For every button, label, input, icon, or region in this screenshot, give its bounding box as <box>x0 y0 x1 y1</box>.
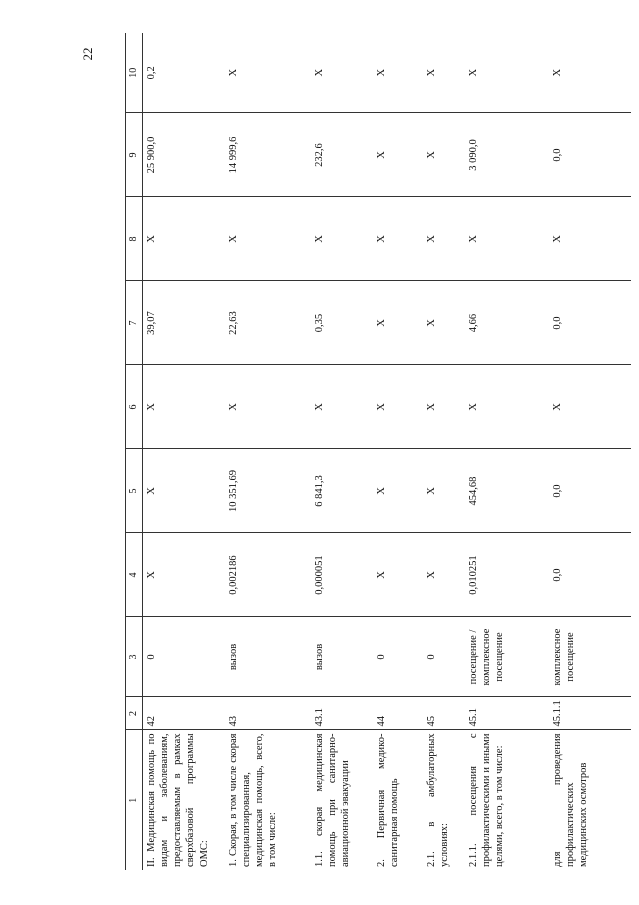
row-cell: X <box>549 33 631 113</box>
row-name: 2.1.1. посещения с профилактическими и иными целями, всего, в том числе: <box>467 733 505 867</box>
row-code: 45.1.1 <box>549 697 631 730</box>
row-cell: 454,68 <box>465 449 549 533</box>
row-name: 2.1. в амбулаторных условиях: <box>425 733 450 867</box>
row-name: 1. Скорая, в том числе скорая специализированная, медицинская помощь, всего, в том числе: <box>227 733 278 867</box>
row-cell: 0,0 <box>549 449 631 533</box>
row-name: II. Медицинская помощь по видам и заболеваниям, предоставляемым в рамках сверхбазовой программы ОМС: <box>146 733 210 867</box>
column-header: 6 <box>126 365 143 449</box>
row-code: 43.1 <box>311 697 373 730</box>
row-unit: вызов <box>225 617 311 697</box>
row-code: 42 <box>143 697 225 730</box>
row-unit: 0 <box>423 617 465 697</box>
column-header: 7 <box>126 281 143 365</box>
column-header: 5 <box>126 449 143 533</box>
row-cell: X <box>423 281 465 365</box>
table-row <box>549 33 631 870</box>
row-cell: X <box>549 365 631 449</box>
row-cell: X <box>423 197 465 281</box>
row-code: 45 <box>423 697 465 730</box>
row-cell: X <box>373 197 423 281</box>
row-cell: 0,2 <box>143 33 225 113</box>
row-cell: X <box>549 197 631 281</box>
row-cell: X <box>143 533 225 617</box>
row-cell: 0,0 <box>549 113 631 197</box>
column-header: 2 <box>126 697 143 730</box>
row-unit: комплексное посещение <box>549 617 631 697</box>
table-row <box>143 33 225 870</box>
row-cell: 0,002186 <box>225 533 311 617</box>
row-cell: X <box>373 113 423 197</box>
row-cell: X <box>465 365 549 449</box>
row-cell: 22,63 <box>225 281 311 365</box>
row-cell: 6 841,3 <box>311 449 373 533</box>
row-cell: 0,0 <box>549 281 631 365</box>
table-row <box>423 33 465 870</box>
row-cell: X <box>423 365 465 449</box>
row-code: 43 <box>225 697 311 730</box>
column-header: 4 <box>126 533 143 617</box>
row-unit: посещение / комплексное посещение <box>465 617 549 697</box>
column-header: 1 <box>126 730 143 870</box>
row-name: для проведения профилактических медицинских осмотров <box>551 733 589 867</box>
row-cell: X <box>225 365 311 449</box>
row-cell: 3 090,0 <box>465 113 549 197</box>
column-header: 9 <box>126 113 143 197</box>
row-cell: X <box>143 365 225 449</box>
row-cell: X <box>225 197 311 281</box>
column-header: 3 <box>126 617 143 697</box>
row-cell: X <box>373 533 423 617</box>
table-row <box>225 33 311 870</box>
row-cell: X <box>423 533 465 617</box>
row-cell: X <box>373 281 423 365</box>
column-number-row <box>126 33 143 870</box>
row-cell: X <box>423 449 465 533</box>
row-cell: X <box>423 113 465 197</box>
row-cell: X <box>311 197 373 281</box>
column-header: 10 <box>126 33 143 113</box>
row-cell: X <box>311 365 373 449</box>
row-cell: X <box>465 197 549 281</box>
row-name: 2. Первичная медико-санитарная помощь <box>375 733 400 867</box>
column-header: 8 <box>126 197 143 281</box>
table-row <box>311 33 373 870</box>
row-cell: 0,0 <box>549 533 631 617</box>
row-name: 1.1. скорая медицинская помощь при санитарно-авиационной эвакуации <box>313 733 351 867</box>
row-cell: X <box>311 33 373 113</box>
row-unit: 0 <box>373 617 423 697</box>
row-cell: 39,07 <box>143 281 225 365</box>
row-cell: 0,35 <box>311 281 373 365</box>
table-row <box>373 33 423 870</box>
row-unit: вызов <box>311 617 373 697</box>
row-cell: 25 900,0 <box>143 113 225 197</box>
row-code: 44 <box>373 697 423 730</box>
row-cell: 232,6 <box>311 113 373 197</box>
medical-care-table <box>125 33 631 870</box>
row-cell: X <box>423 33 465 113</box>
row-cell: 0,010251 <box>465 533 549 617</box>
row-cell: 14 999,6 <box>225 113 311 197</box>
page-number: 22 <box>80 47 95 61</box>
row-cell: X <box>373 365 423 449</box>
row-cell: 10 351,69 <box>225 449 311 533</box>
row-unit: 0 <box>143 617 225 697</box>
row-code: 45.1 <box>465 697 549 730</box>
row-cell: X <box>373 449 423 533</box>
row-cell: X <box>143 197 225 281</box>
row-cell: 0,000051 <box>311 533 373 617</box>
row-cell: 4,66 <box>465 281 549 365</box>
row-cell: X <box>225 33 311 113</box>
row-cell: X <box>373 33 423 113</box>
row-cell: X <box>143 449 225 533</box>
table-row <box>465 33 549 870</box>
row-cell: X <box>465 33 549 113</box>
